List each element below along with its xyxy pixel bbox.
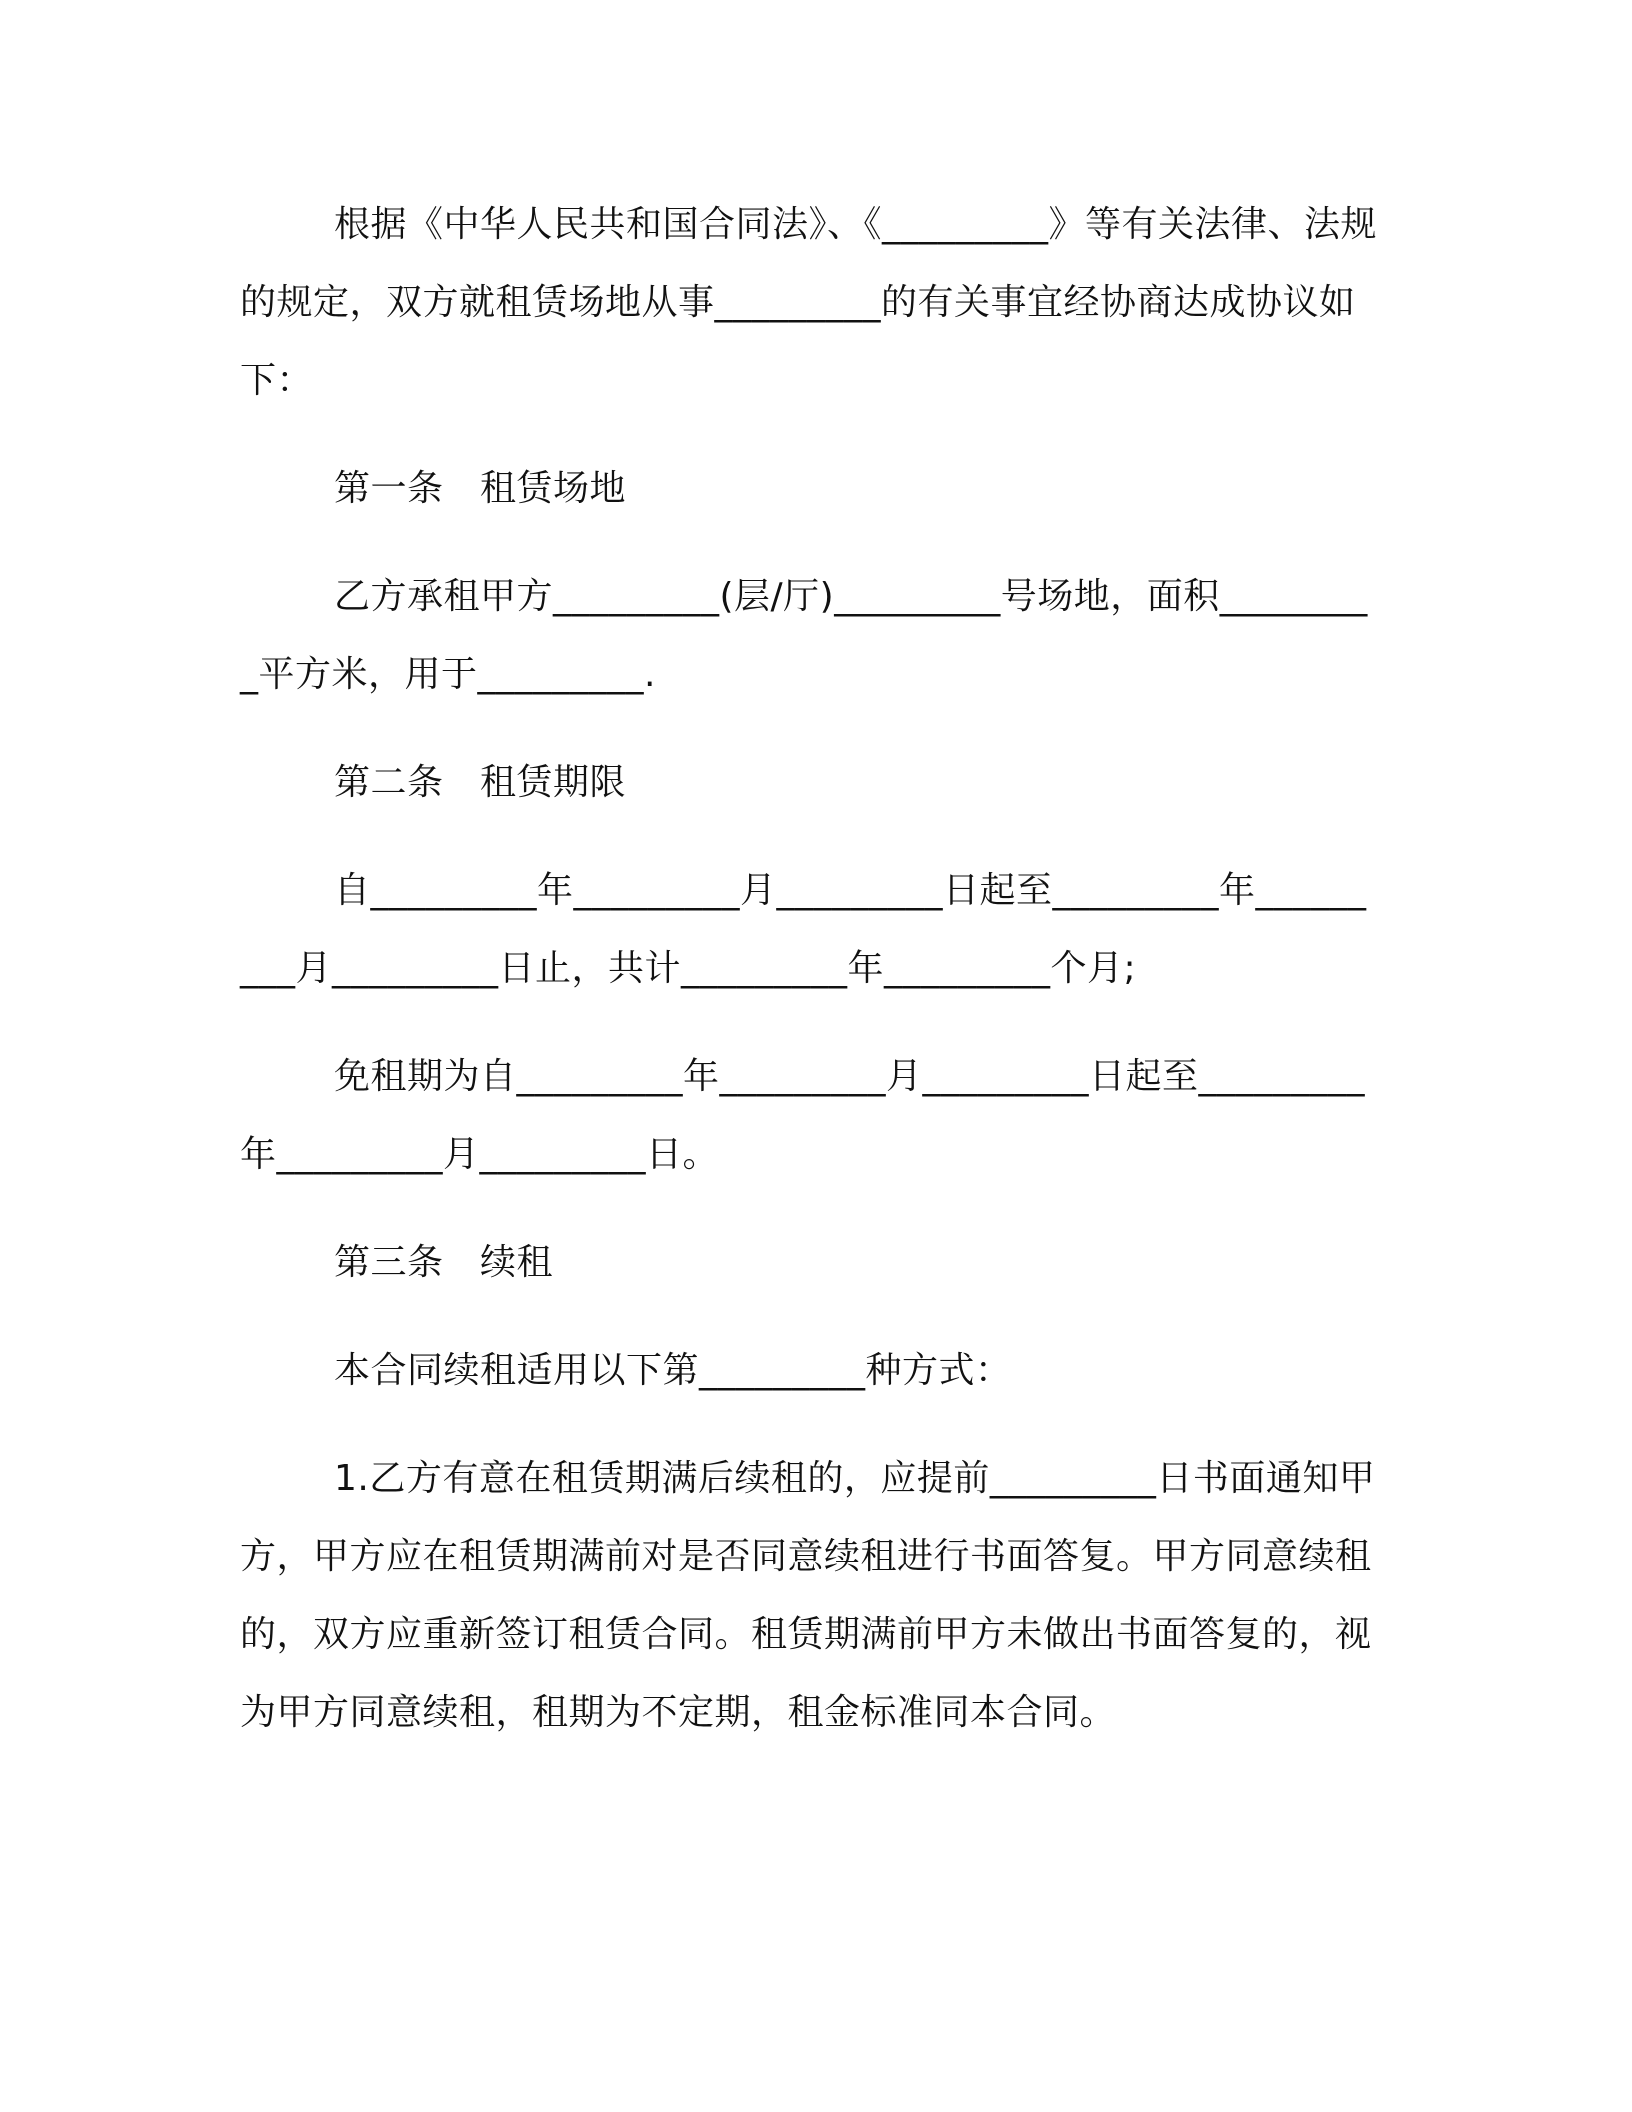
article-2-title: 第二条 租赁期限	[334, 762, 627, 803]
article-2-free-period: 免租期为自_________年_________月_________日起至_________年_________月_________日。	[240, 1056, 1366, 1175]
article-1-title: 第一条 租赁场地	[334, 468, 627, 509]
intro-paragraph: 根据《中华人民共和国合同法》、《_________》等有关法律、法规的规定，双方就租赁场地从事_________的有关事宜经协商达成协议如下：	[240, 204, 1378, 401]
article-1-text: 乙方承租甲方_________(层/厅)_________号场地，面积_________平方米，用于_________.	[240, 576, 1368, 695]
article-2-term: 自_________年_________月_________日起至_________年_________月_________日止，共计_________年_________个月;	[240, 870, 1367, 989]
article-3-text: 本合同续租适用以下第_________种方式：	[334, 1350, 1012, 1391]
article-3-title: 第三条 续租	[334, 1242, 554, 1283]
article-3-option-1: 1.乙方有意在租赁期满后续租的，应提前_________日书面通知甲方，甲方应在租赁期满前对是否同意续租进行书面答复。甲方同意续租的，双方应重新签订租赁合同。租赁期满前甲方未做出书面答复的，视为甲方同意续租，租期为不定期，租金标准同本合同。	[240, 1458, 1376, 1733]
document-body	[240, 186, 1380, 1782]
